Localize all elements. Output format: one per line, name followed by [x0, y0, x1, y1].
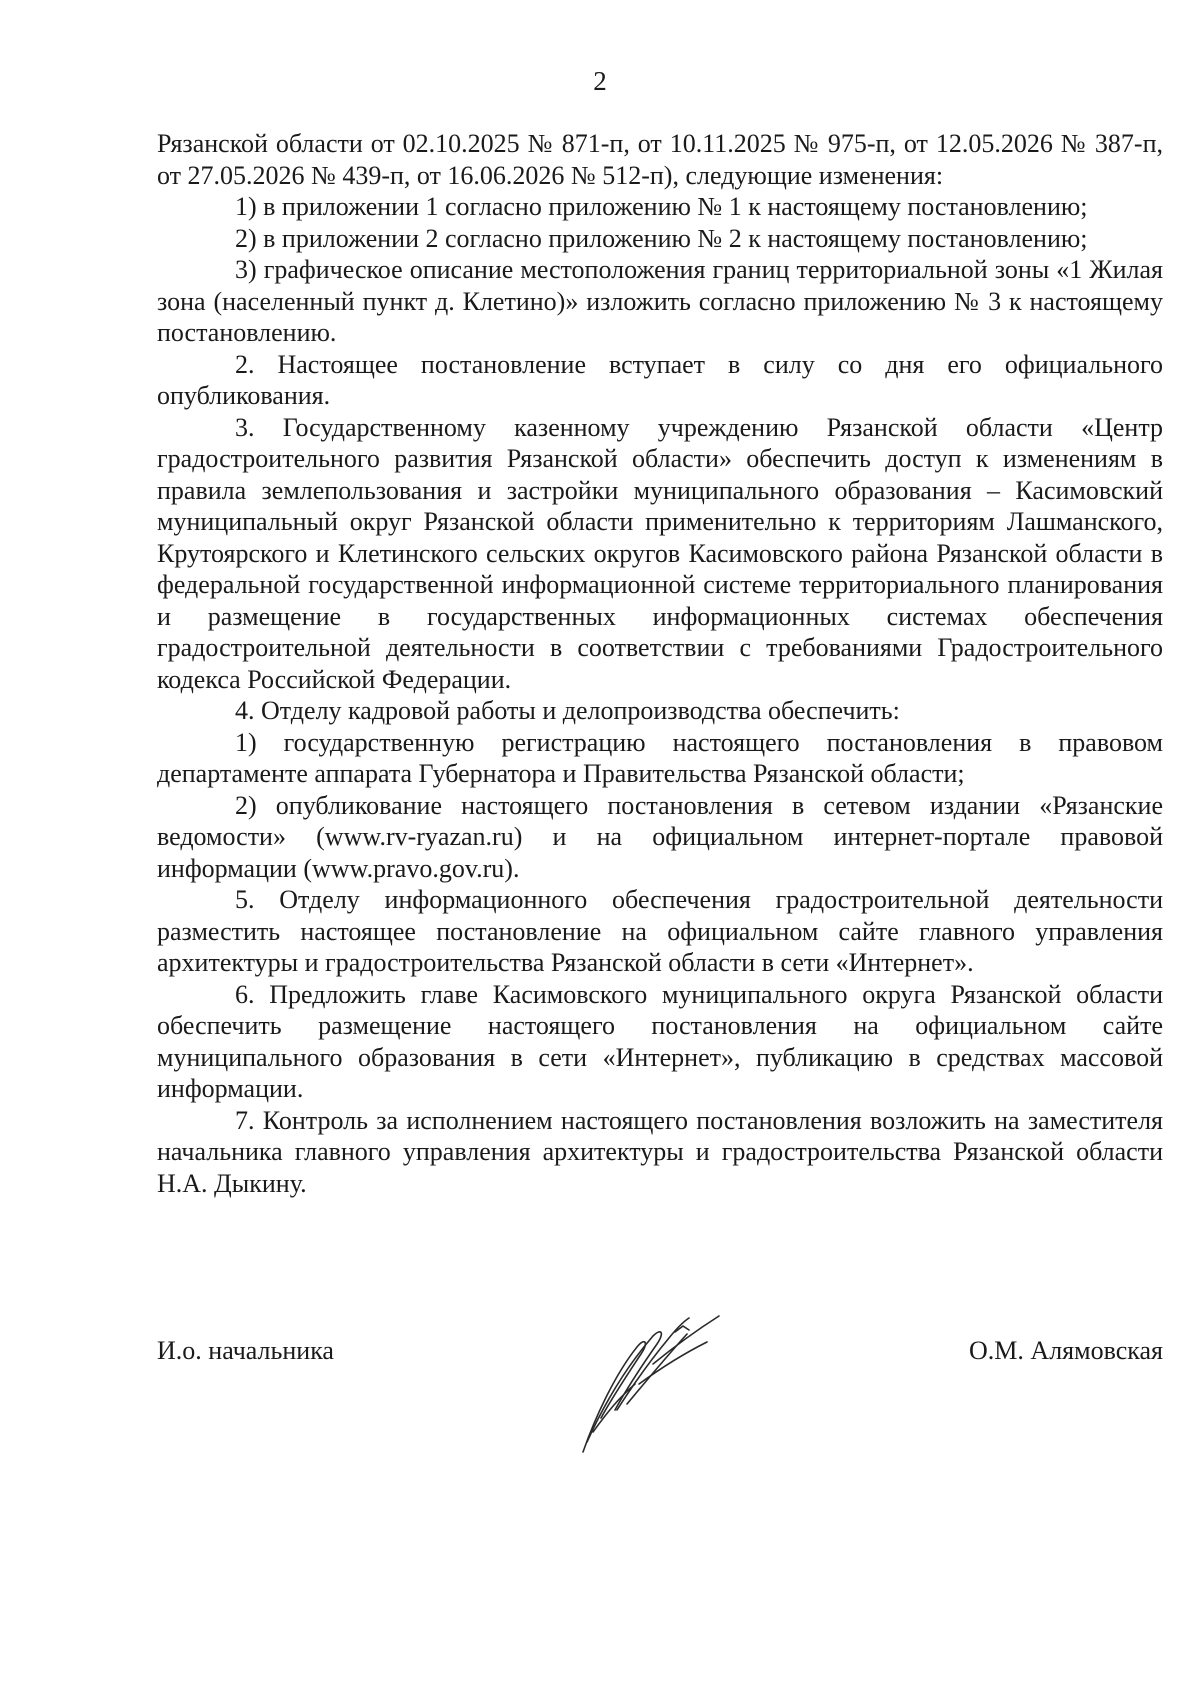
paragraph-item-1-1: 1) в приложении 1 согласно приложению № 1 к настоящему постановлению;	[235, 192, 1088, 221]
page-number: 2	[593, 66, 607, 96]
paragraph-7: 7. Контроль за исполнением настоящего постановления возложить на заместителя начальника главного управления архитектуры и градостроительства Рязанской области Н.А. Дыкину.	[157, 1105, 1163, 1198]
paragraph-item-4-2: 2) опубликование настоящего постановления в сетевом издании «Рязанские ведомости» (www.rv-ryazan.ru) и на официальном интернет-портале правовой информации (www.pravo.gov.ru).	[157, 790, 1163, 883]
paragraph-item-4-1: 1) государственную регистрацию настоящего постановления в правовом департаменте аппарата Губернатора и Правительства Рязанской области;	[157, 727, 1163, 788]
signature-block	[157, 1320, 1163, 1500]
paragraph-5: 5. Отделу информационного обеспечения градостроительной деятельности разместить настоящее постановление на официальном сайте главного управления архитектуры и градостроительства Рязанской области в сети «Интернет».	[157, 885, 1163, 977]
paragraph-3: 3. Государственному казенному учреждению Рязанской области «Центр градостроительного развития Рязанской области» обеспечить доступ к изменениям в правила землепользования и застройки муниципального образования – Касимовский муниципальный округ Рязанской области применительно к территориям Лашманского, Крутоярского и Клетинского сельских округов Касимовского района Рязанской области в федеральной государственной информационной системе территориального планирования и размещение в государственных информационных системах обеспечения градостроительной деятельности в соответствии с требованиями Градостроительного кодекса Российской Федерации.	[157, 412, 1163, 694]
paragraph-continuation: Рязанской области от 02.10.2025 № 871-п, от 10.11.2025 № 975-п, от 12.05.2026 № 387-п, от 27.05.2026 № 439-п, от 16.06.2026 № 512-п), следующие изменения:	[157, 129, 1163, 190]
paragraph-item-1-2: 2) в приложении 2 согласно приложению № 2 к настоящему постановлению;	[235, 223, 1088, 253]
paragraph-6: 6. Предложить главе Касимовского муниципального округа Рязанской области обеспечить размещение настоящего постановления на официальном сайте муниципального образования в сети «Интернет», публикацию в средствах массовой информации.	[157, 979, 1163, 1103]
paragraph-item-1-3: 3) графическое описание местоположения границ территориальной зоны «1 Жилая зона (населенный пункт д. Клетино)» изложить согласно приложению № 3 к настоящему постановлению.	[157, 255, 1163, 347]
handwritten-signature	[557, 1292, 727, 1462]
signatory-name: О.М. Алямовская	[969, 1336, 1163, 1365]
paragraph-4: 4. Отделу кадровой работы и делопроизводства обеспечить:	[235, 696, 900, 725]
paragraph-2: 2. Настоящее постановление вступает в силу со дня его официального опубликования.	[157, 349, 1163, 410]
document-body	[157, 128, 1163, 1199]
signatory-position: И.о. начальника	[157, 1336, 334, 1365]
